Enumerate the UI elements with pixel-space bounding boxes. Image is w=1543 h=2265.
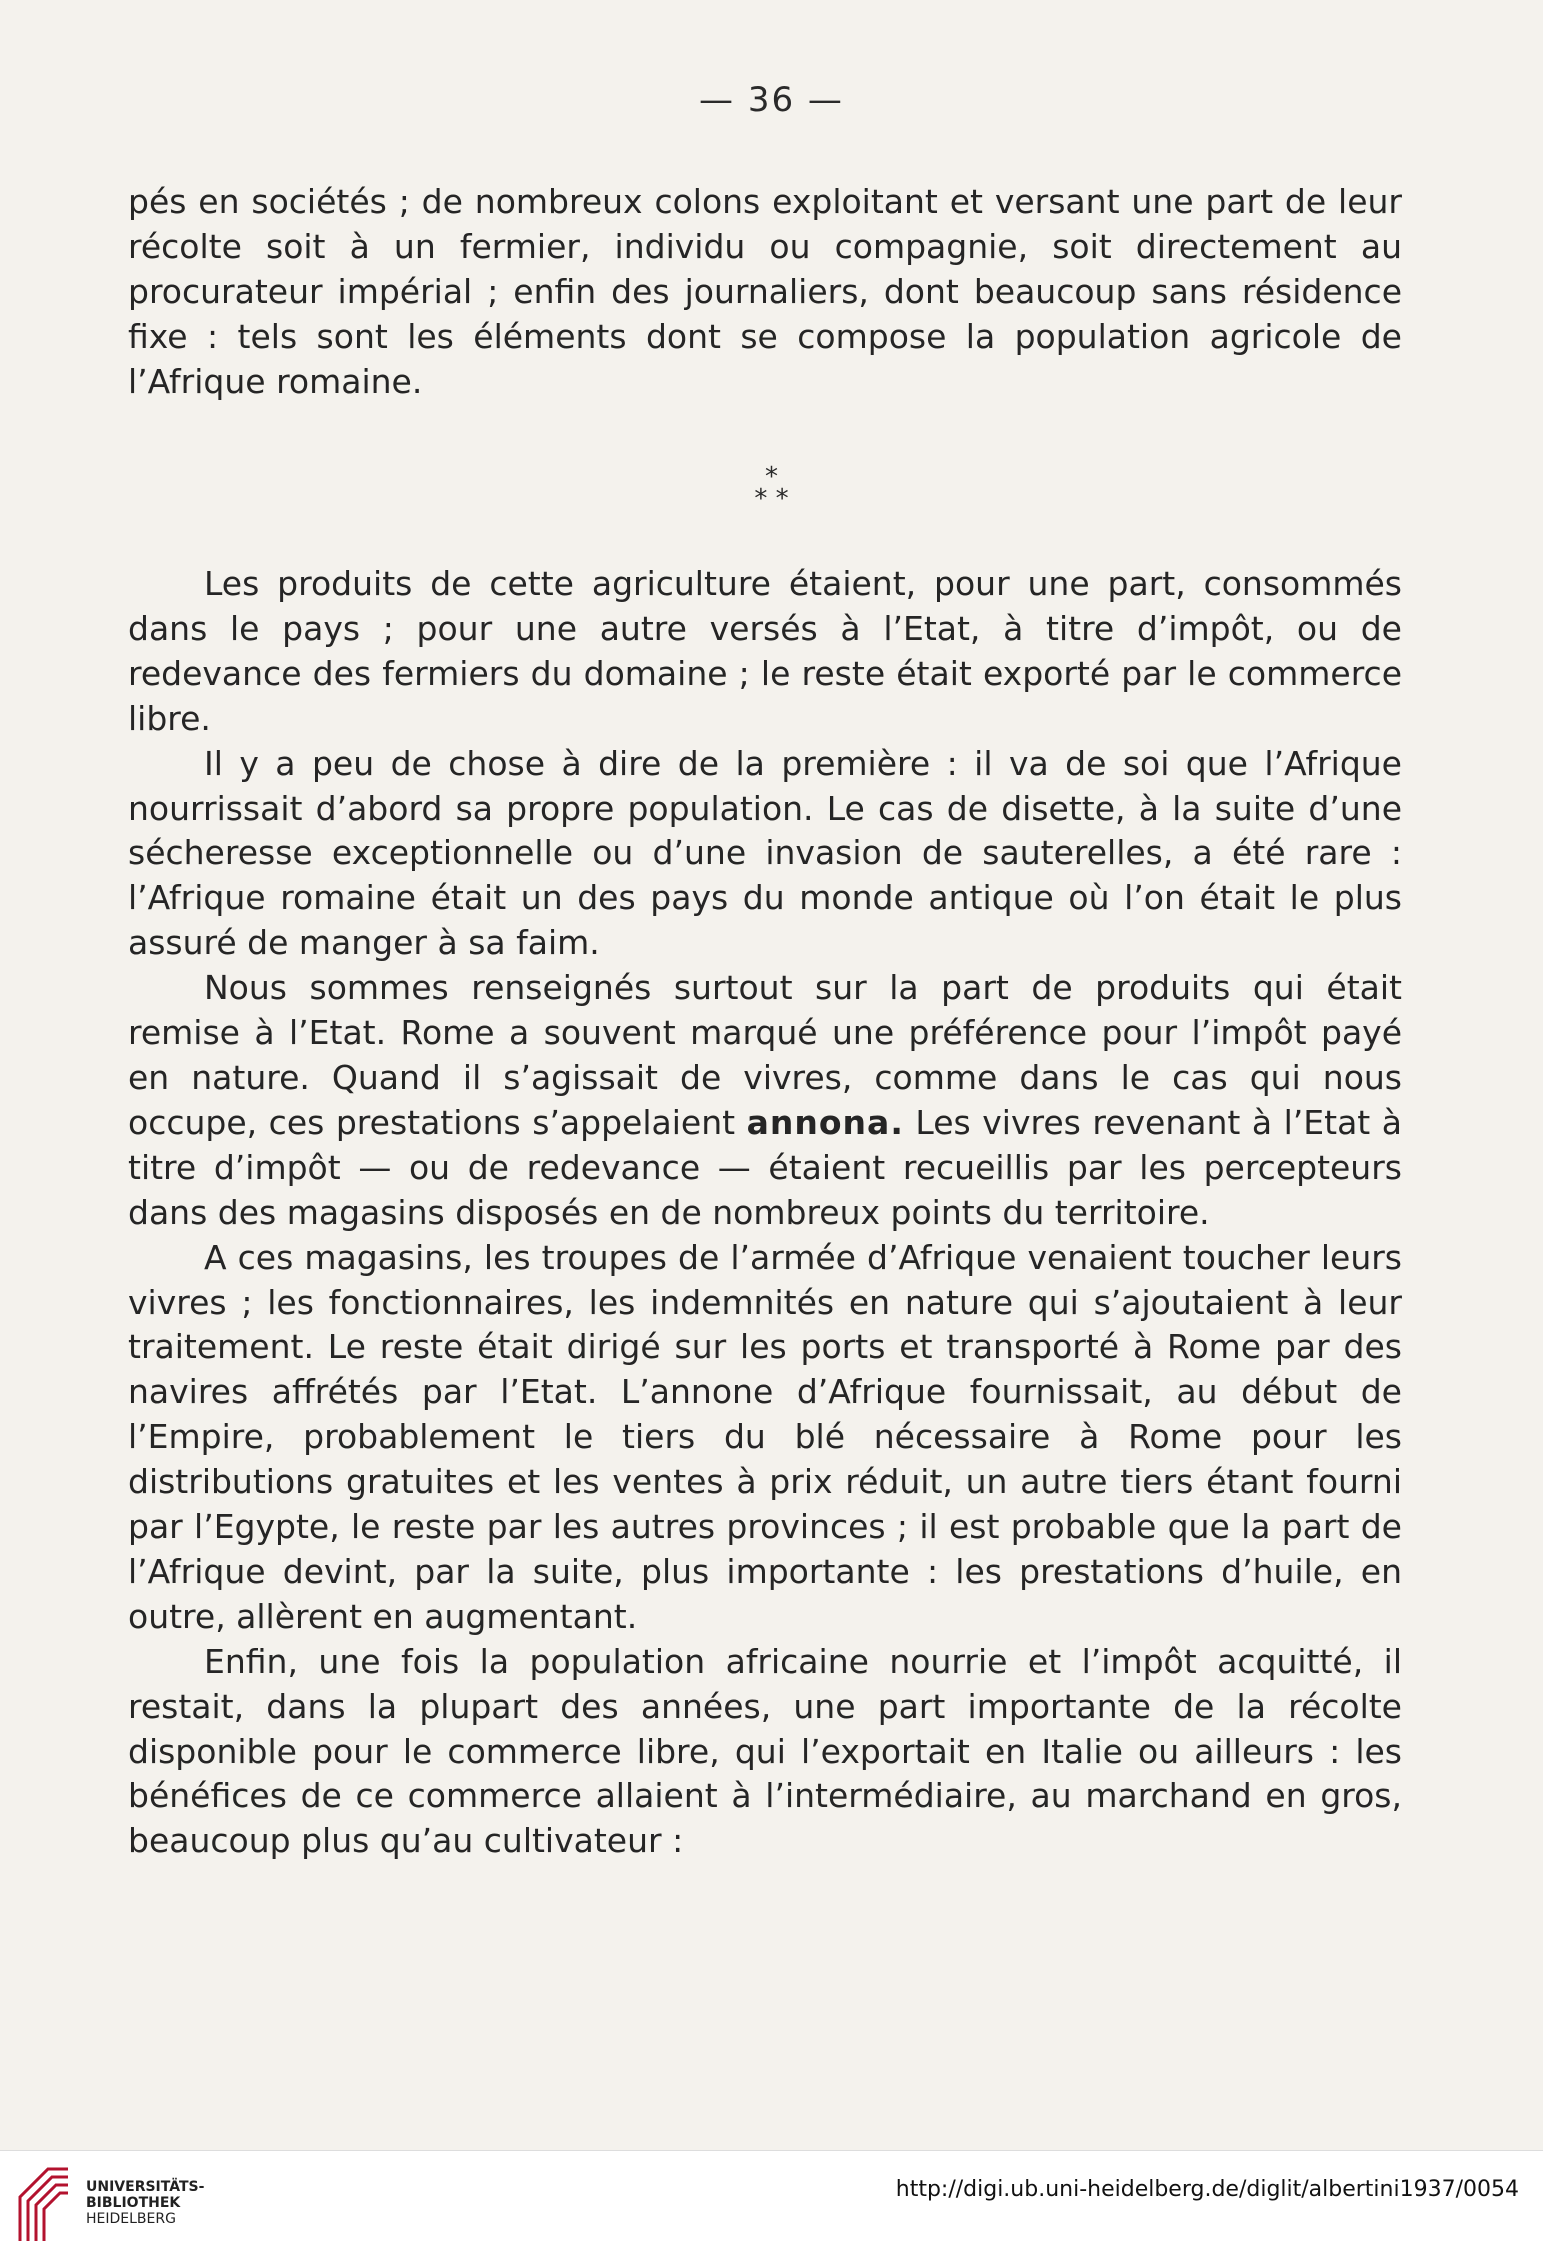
source-url-link[interactable]: http://digi.ub.uni-heidelberg.de/diglit/albertini1937/0054 [895,2177,1519,2202]
paragraph-annona [128,966,1402,1235]
separator-star-top: * [765,462,778,492]
library-name-line3: HEIDELBERG [86,2211,176,2227]
library-name-line2: BIBLIOTHEK [86,2195,181,2211]
annona-emphasis: annona. [746,1102,904,1142]
paragraph-annona-before: Nous sommes renseignés surtout sur la part de produits qui était remise à l’Etat. Rome a souvent marqué une préférence pour l’impôt payé en nature. Quand il s’agissait de vivres, comme dans le cas qui nous occupe, ces prestations s’appelaient [128,968,1402,1142]
paragraph: Les produits de cette agriculture étaient, pour une part, consommés dans le pays ; pour une autre versés à l’Etat, à titre d’impôt, ou de redevance des fermiers du domaine ; le reste était exporté par le commerce libre. [128,564,1402,738]
paragraph: Il y a peu de chose à dire de la première : il va de soi que l’Afrique nourrissait d’abord sa propre population. Le cas de disette, à la suite d’une sécheresse exceptionnelle ou d’une invasion de sauterelles, a été rare : l’Afrique romaine était un des pays du monde antique où l’on était le plus assuré de manger à sa faim. [128,743,1402,963]
ub-heidelberg-logo-icon [18,2167,70,2243]
footer-bar [0,2150,1543,2265]
text-block-main [128,562,1402,1864]
library-name [86,2179,204,2227]
paragraph: A ces magasins, les troupes de l’armée d’Afrique venaient toucher leurs vivres ; les fonctionnaires, les indemnités en nature qui s’ajoutaient à leur traitement. Le reste était dirigé sur les ports et transporté à Rome par des navires affrétés par l’Etat. L’annone d’Afrique fournissait, au début de l’Empire, probablement le tiers du blé nécessaire à Rome pour les distributions gratuites et les ventes à prix réduit, un autre tiers étant fourni par l’Egypte, le reste par les autres provinces ; il est probable que la part de l’Afrique devint, par la suite, plus importante : les prestations d’huile, en outre, allèrent en augmentant. [128,1237,1402,1636]
paragraph-annona-after: Les vivres revenant à l’Etat à titre d’impôt — ou de redevance — étaient recueillis par les percepteurs dans des magasins disposés en de nombreux points du territoire. [128,1102,1403,1232]
separator-stars-bottom: * * [754,484,789,514]
text-block-top [128,180,1402,405]
paragraph: pés en sociétés ; de nombreux colons exploitant et versant une part de leur récolte soit à un fermier, individu ou compagnie, soit directement au procurateur impérial ; enfin des journaliers, dont beaucoup sans résidence fixe : tels sont les éléments dont se compose la population agricole de l’Afrique romaine. [128,182,1402,401]
library-name-line1: UNIVERSITÄTS- [86,2179,205,2195]
section-separator [0,462,1543,514]
paragraph: Enfin, une fois la population africaine nourrie et l’impôt acquitté, il restait, dans la plupart des années, une part importante de la récolte disponible pour le commerce libre, qui l’exportait en Italie ou ailleurs : les bénéfices de ce commerce allaient à l’intermédiaire, au marchand en gros, beaucoup plus qu’au cultivateur : [128,1641,1402,1861]
page-number: — 36 — [699,80,844,120]
